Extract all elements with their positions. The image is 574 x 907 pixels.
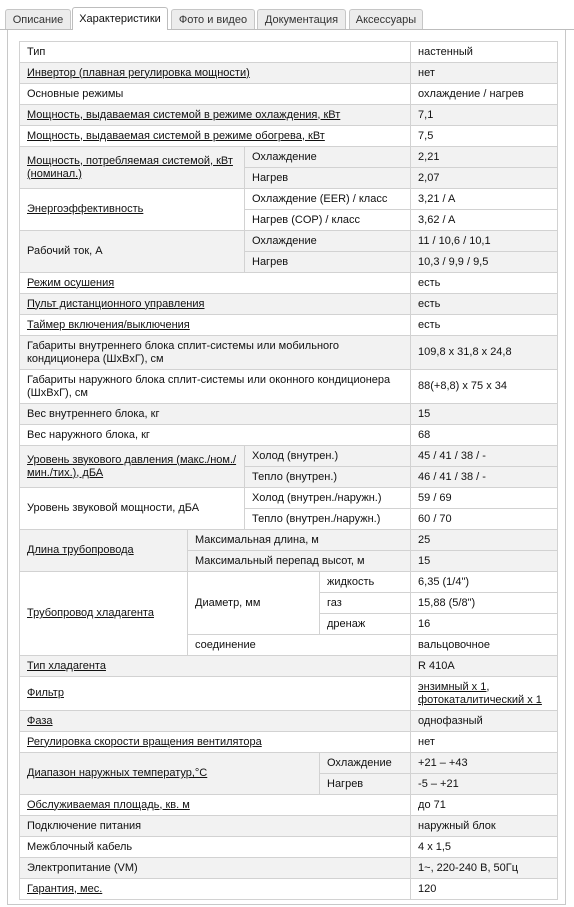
spec-link-pipe-length[interactable]: Длина трубопровода xyxy=(27,544,134,556)
spec-value: 88(+8,8) x 75 x 34 xyxy=(411,370,558,404)
spec-link-inverter[interactable]: Инвертор (плавная регулировка мощности) xyxy=(27,66,250,79)
spec-value: нет xyxy=(411,732,558,753)
spec-sublabel: жидкость xyxy=(320,572,411,593)
spec-link-phase[interactable]: Фаза xyxy=(27,714,53,727)
spec-value: 15 xyxy=(411,404,558,425)
spec-sublabel: соединение xyxy=(188,635,411,656)
spec-row-remote xyxy=(20,294,558,315)
spec-value: 46 / 41 / 38 / - xyxy=(411,467,558,488)
spec-sublabel: Охлаждение (EER) / класс xyxy=(245,189,411,210)
spec-label: Габариты наружного блока сплит-системы или оконного кондиционера (ШxВxГ), см xyxy=(20,370,411,404)
spec-value: 15 xyxy=(411,551,558,572)
spec-link-heat-power[interactable]: Мощность, выдаваемая системой в режиме обогрева, кВт xyxy=(27,129,325,142)
spec-value: 15,88 (5/8") xyxy=(411,593,558,614)
spec-sublabel: Нагрев (COP) / класс xyxy=(245,210,411,231)
spec-label: Тип xyxy=(20,42,411,63)
spec-label: Подключение питания xyxy=(20,816,411,837)
spec-label: Уровень звуковой мощности, дБА xyxy=(20,488,245,530)
spec-row-sound-pressure xyxy=(20,446,558,467)
spec-link-sound-pressure[interactable]: Уровень звукового давления (макс./ном./мин./тих.), дБА xyxy=(27,453,237,479)
spec-value: 68 xyxy=(411,425,558,446)
spec-value: 10,3 / 9,9 / 9,5 xyxy=(411,252,558,273)
spec-value: 60 / 70 xyxy=(411,509,558,530)
spec-value: 11 / 10,6 / 10,1 xyxy=(411,231,558,252)
spec-value: 59 / 69 xyxy=(411,488,558,509)
spec-sublabel: Максимальный перепад высот, м xyxy=(188,551,411,572)
spec-value: R 410A xyxy=(411,656,558,677)
spec-value: вальцовочное xyxy=(411,635,558,656)
spec-link-warranty[interactable]: Гарантия, мес. xyxy=(27,882,103,895)
spec-sublabel: Нагрев xyxy=(245,168,411,189)
spec-value-link-photocatalytic[interactable]: фотокаталитический x 1 xyxy=(418,693,542,706)
spec-sublabel: дренаж xyxy=(320,614,411,635)
spec-link-timer[interactable]: Таймер включения/выключения xyxy=(27,318,190,331)
spec-link-filter[interactable]: Фильтр xyxy=(27,687,64,699)
tab-bar xyxy=(0,0,574,30)
spec-label: Габариты внутреннего блока сплит-системы или мобильного кондиционера (ШxВxГ), см xyxy=(20,336,411,370)
spec-value: однофазный xyxy=(411,711,558,732)
spec-sublabel: Охлаждение xyxy=(245,231,411,252)
spec-sublabel: Охлаждение xyxy=(320,753,411,774)
spec-value: 3,62 / A xyxy=(411,210,558,231)
spec-value: 7,1 xyxy=(411,105,558,126)
spec-row-temp-range xyxy=(20,753,558,774)
spec-label: Вес внутреннего блока, кг xyxy=(20,404,411,425)
spec-link-temp-range[interactable]: Диапазон наружных температур,°С xyxy=(27,767,208,779)
spec-row-cable xyxy=(20,837,558,858)
spec-row-indoor-weight xyxy=(20,404,558,425)
spec-value: 109,8 x 31,8 x 24,8 xyxy=(411,336,558,370)
spec-row-timer xyxy=(20,315,558,336)
spec-link-consumed[interactable]: Мощность, потребляемая системой, кВт (номинал.) xyxy=(27,154,233,180)
spec-row-efficiency xyxy=(20,189,558,210)
spec-row-consumed xyxy=(20,147,558,168)
spec-label: Вес наружного блока, кг xyxy=(20,425,411,446)
spec-value: настенный xyxy=(411,42,558,63)
spec-value: 7,5 xyxy=(411,126,558,147)
spec-sublabel: Тепло (внутрен.) xyxy=(245,467,411,488)
spec-row-refrigerant-pipe xyxy=(20,572,558,593)
tab-description[interactable]: Описание xyxy=(5,9,71,29)
spec-value: нет xyxy=(411,63,558,84)
spec-row-type xyxy=(20,42,558,63)
spec-sublabel: газ xyxy=(320,593,411,614)
spec-value: наружный блок xyxy=(411,816,558,837)
spec-sublabel: Нагрев xyxy=(245,252,411,273)
spec-link-dry[interactable]: Режим осушения xyxy=(27,276,115,289)
spec-row-inverter xyxy=(20,63,558,84)
spec-value: 45 / 41 / 38 / - xyxy=(411,446,558,467)
spec-label: Межблочный кабель xyxy=(20,837,411,858)
spec-row-warranty xyxy=(20,879,558,900)
spec-value: 16 xyxy=(411,614,558,635)
spec-label: Рабочий ток, А xyxy=(20,231,245,273)
spec-row-power-connection xyxy=(20,816,558,837)
spec-value-link-enzyme[interactable]: энзимный x 1, xyxy=(418,680,490,693)
spec-row-outdoor-dims xyxy=(20,370,558,404)
spec-sublabel: Максимальная длина, м xyxy=(188,530,411,551)
spec-sublabel: Холод (внутрен./наружн.) xyxy=(245,488,411,509)
spec-value: 2,21 xyxy=(411,147,558,168)
spec-value: 6,35 (1/4") xyxy=(411,572,558,593)
tab-documentation[interactable]: Документация xyxy=(257,9,346,29)
spec-sublabel: Диаметр, мм xyxy=(188,572,320,635)
spec-row-heat-power xyxy=(20,126,558,147)
spec-row-current xyxy=(20,231,558,252)
spec-sublabel: Тепло (внутрен./наружн.) xyxy=(245,509,411,530)
spec-row-refrigerant xyxy=(20,656,558,677)
spec-row-pipe-length xyxy=(20,530,558,551)
tab-accessories[interactable]: Аксессуары xyxy=(349,9,423,29)
spec-row-outdoor-weight xyxy=(20,425,558,446)
spec-value: 25 xyxy=(411,530,558,551)
spec-value: 4 x 1,5 xyxy=(411,837,558,858)
spec-sublabel: Нагрев xyxy=(320,774,411,795)
spec-link-refrigerant[interactable]: Тип хладагента xyxy=(27,659,106,672)
spec-link-fan-speed[interactable]: Регулировка скорости вращения вентилятора xyxy=(27,735,262,748)
spec-value: охлаждение / нагрев xyxy=(411,84,558,105)
spec-row-power-supply xyxy=(20,858,558,879)
spec-value: 3,21 / A xyxy=(411,189,558,210)
spec-label: Основные режимы xyxy=(20,84,411,105)
specifications-table xyxy=(19,41,558,900)
spec-value: есть xyxy=(411,294,558,315)
spec-sublabel: Холод (внутрен.) xyxy=(245,446,411,467)
spec-link-efficiency[interactable]: Энергоэффективность xyxy=(27,203,144,215)
spec-value: -5 – +21 xyxy=(411,774,558,795)
spec-link-area[interactable]: Обслуживаемая площадь, кв. м xyxy=(27,798,190,811)
tab-photo-video[interactable]: Фото и видео xyxy=(171,9,255,29)
spec-value: 1~, 220-240 В, 50Гц xyxy=(411,858,558,879)
spec-row-modes xyxy=(20,84,558,105)
spec-row-cool-power xyxy=(20,105,558,126)
spec-link-refrigerant-pipe[interactable]: Трубопровод хладагента xyxy=(27,607,154,619)
spec-value: есть xyxy=(411,315,558,336)
spec-value: до 71 xyxy=(411,795,558,816)
spec-row-area xyxy=(20,795,558,816)
spec-row-filter xyxy=(20,677,558,711)
spec-link-remote[interactable]: Пульт дистанционного управления xyxy=(27,297,205,310)
spec-value: 120 xyxy=(411,879,558,900)
spec-row-dry xyxy=(20,273,558,294)
tab-specifications[interactable]: Характеристики xyxy=(72,7,168,30)
spec-value: есть xyxy=(411,273,558,294)
spec-row-fan-speed xyxy=(20,732,558,753)
spec-link-cool-power[interactable]: Мощность, выдаваемая системой в режиме охлаждения, кВт xyxy=(27,108,341,121)
spec-row-indoor-dims xyxy=(20,336,558,370)
spec-row-sound-power xyxy=(20,488,558,509)
spec-value: +21 – +43 xyxy=(411,753,558,774)
spec-label: Электропитание (VM) xyxy=(20,858,411,879)
spec-value: 2,07 xyxy=(411,168,558,189)
spec-row-phase xyxy=(20,711,558,732)
spec-sublabel: Охлаждение xyxy=(245,147,411,168)
